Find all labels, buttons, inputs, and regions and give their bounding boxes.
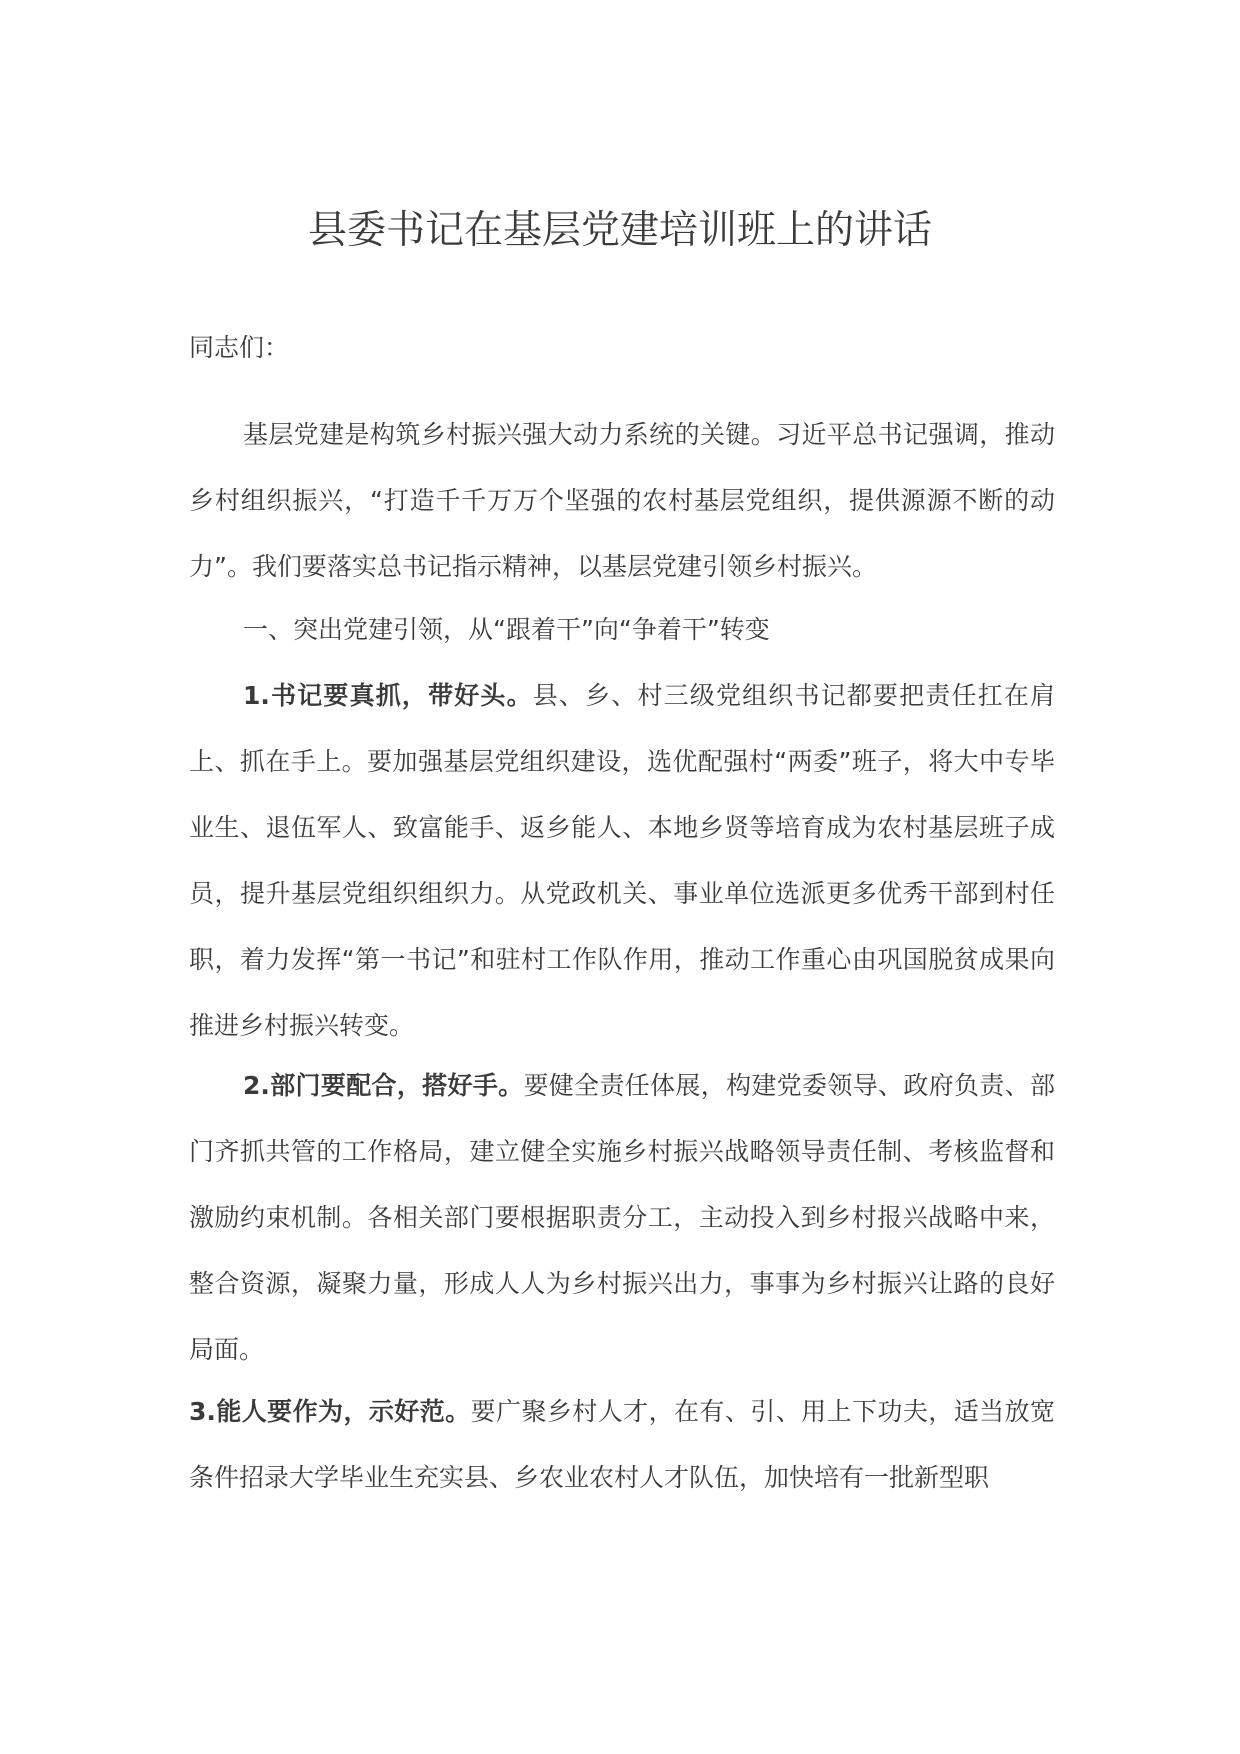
point-lead: 3.能人要作为，示好范。 xyxy=(189,1397,471,1426)
point-text: 要健全责任体展，构建党委领导、政府负责、部门齐抓共管的工作格局，建立健全实施乡村振兴战略领导责任制、考核监督和激励约束机制。各相关部门要根据职责分工，主动投入到乡村报兴战略中来，整合资源，凝聚力量，形成人人为乡村振兴出力，事事为乡村振兴让路的良好局面。 xyxy=(189,1071,1055,1364)
salutation: 同志们： xyxy=(189,333,290,362)
document-title: 县委书记在基层党建培训班上的讲话 xyxy=(307,208,932,253)
point-text: 要广聚乡村人才，在有、引、用上下功夫，适当放宽条件招录大学毕业生充实县、乡农业农村人才队伍，加快培有一批新型职 xyxy=(189,1397,1055,1492)
point-lead: 1.书记要真抓，带好头。 xyxy=(243,681,533,710)
point-text: 县、乡、村三级党组织书记都要把责任扛在肩上、抓在手上。要加强基层党组织建设，选优配强村“两委”班子，将大中专毕业生、退伍军人、致富能手、返乡能人、本地乡贤等培育成为农村基层班子成员，提升基层党组织组织力。从党政机关、事业单位选派更多优秀干部到村任职，着力发挥“第一书记”和驻村工作队作用，推动工作重心由巩国脱贫成果向推进乡村振兴转变。 xyxy=(189,681,1055,1040)
section-heading: 一、突出党建引领，从“跟着干”向“争着干”转变 xyxy=(243,615,770,644)
point-paragraph xyxy=(189,1053,1055,1383)
intro-paragraph: 基层党建是构筑乡村振兴强大动力系统的关键。习近平总书记强调，推动乡村组织振兴，“打造千千万万个坚强的农村基层党组织，提供源源不断的动力”。我们要落实总书记指示精神，以基层党建引领乡村振兴。 xyxy=(189,420,1055,581)
point-lead: 2.部门要配合，搭好手。 xyxy=(243,1071,524,1100)
point-paragraph xyxy=(189,663,1055,1059)
point-paragraph xyxy=(189,1379,1055,1511)
